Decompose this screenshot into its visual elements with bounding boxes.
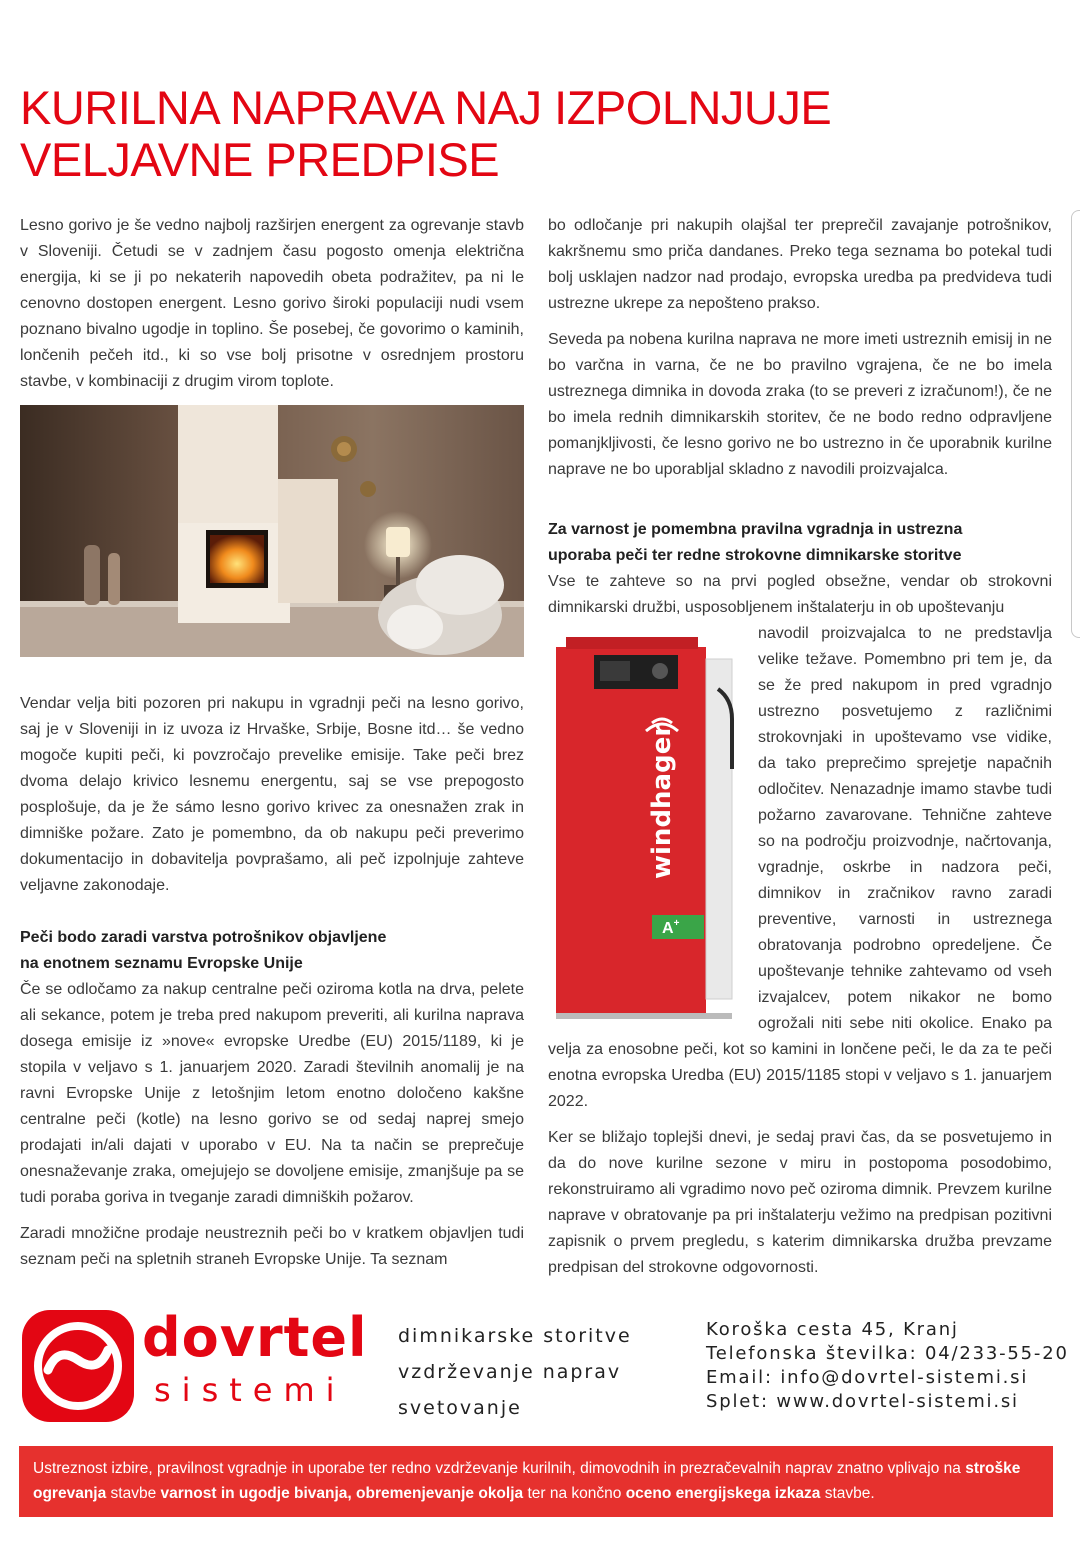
contact-info (706, 1318, 1069, 1414)
service-item: dimnikarske storitve (398, 1325, 632, 1347)
energy-class: A+ (662, 918, 680, 937)
article-title (20, 82, 831, 186)
paragraph: Lesno gorivo je še vedno najbolj razširjen energent za ogrevanje stavb v Sloveniji. Četudi se v zadnjem času pogosto omenja električna energija, ki se ji po nekaterih napovedih obeta podražitev, pa ni le cenovno dostopen energent. Lesno gorivo široki populaciji nudi vsem poznano bivalno ugodje in toplino. Še posebej, če govorimo o kaminih, lončenih pečeh itd., ki so vse bolj prisotne v osrednjem prostoru stavbe, v kombinaciji z drugim virom toplote. (20, 217, 524, 390)
fireplace-photo (20, 405, 524, 657)
paragraph: Vse te zahteve so na prvi pogled obsežne, vendar ob strokovni dimnikarski družbi, usposobljenem inštalaterju in ob upoštevanju (548, 573, 1052, 616)
address: Koroška cesta 45, Kranj (706, 1319, 959, 1340)
title-line-2: VELJAVNE PREDPISE (20, 133, 500, 186)
right-column (548, 213, 1052, 1291)
services-list (398, 1318, 632, 1426)
service-item: vzdrževanje naprav (398, 1361, 622, 1383)
footer-banner: Ustreznost izbire, pravilnost vgradnje in uporabe ter redno vzdrževanje kurilnih, dimovodnih in prezračevalnih naprav znatno vplivajo na stroške ogrevanja stavbe varnost in ugodje bivanja, obremenjevanje okolja ter na končno oceno energijskega izkaza stavbe. (19, 1446, 1053, 1517)
phone: Telefonska številka: 04/233-55-20 (706, 1343, 1069, 1364)
section-heading: Peči bodo zaradi varstva potrošnikov objavljene na enotnem seznamu Evropske Unije (20, 929, 387, 972)
title-line-1: KURILNA NAPRAVA NAJ IZPOLNJUJE (20, 81, 832, 134)
brand-subtitle: sistemi (154, 1371, 346, 1409)
scroll-indicator[interactable] (1071, 210, 1080, 638)
paragraph: Če se odločamo za nakup centralne peči oziroma kotla na drva, pelete ali sekance, potem je treba pred nakupom preveriti, ali kurilna naprava dosega emisije iz »nove« evropske Uredbe (EU) 2015/1189, ki je stopila v veljavo s 1. januarjem 2020. Zaradi številnih anomalij je na ravni Evropske Unije z letošnjim letom enotno določeno kakšne centralne peči (kotle) na lesno gorivo se od sedaj naprej smejo prodajati in/ali dajati v uporabo v EU. Na ta način se preprečuje onesnaževanje zraka, omejujejo se dovoljene emisije, zmanjšuje pa se tudi poraba goriva in tveganje zaradi dimniških požarov. (20, 981, 524, 1206)
paragraph: Zaradi množične prodaje neustreznih peči bo v kratkem objavljen tudi seznam peči na spletnih straneh Evropske Unije. Ta seznam (20, 1225, 524, 1268)
left-column (20, 213, 524, 1283)
brand-name: dovrtel (142, 1306, 368, 1369)
section-heading: Za varnost je pomembna pravilna vgradnja in ustrezna uporaba peči ter redne strokovne dimnikarske storitve (548, 521, 963, 564)
boiler-brand: windhager (647, 723, 677, 879)
paragraph: Vendar velja biti pozoren pri nakupu in vgradnji peči na lesno gorivo, saj je v Sloveniji in iz uvoza iz Hrvaške, Srbije, Bosne itd… še vedno mogoče kupiti peči, ki povzročajo prevelike emisije. Take peči brez dvoma delajo krivico lesnemu energentu, saj se vse prepogosto posplošuje, da je že sámo lesno gorivo krivec za onesnažen zrak in dimniške požare. Zato je pomembno, da ob nakupu peči preverimo dokumentacijo in dobavitelja povprašamo, ali peč izpolnjuje zahteve veljavne zakonodaje. (20, 695, 524, 894)
paragraph: bo odločanje pri nakupih olajšal ter preprečil zavajanje potrošnikov, kakršnemu smo priča dandanes. Preko tega seznama bo potekal tudi bolj usklajen nadzor nad prodajo, evropska uredba pa predvideva tudi ustrezne ukrepe za nepošteno prakso. (548, 217, 1052, 312)
dovrtel-logo-icon (20, 1308, 136, 1424)
service-item: svetovanje (398, 1397, 522, 1419)
paragraph: Ker se bližajo toplejši dnevi, je sedaj pravi čas, da se posvetujemo in da do nove kurilne sezone v miru in postopoma posodobimo, rekonstruiramo ali vgradimo novo peč oziroma dimnik. Prevzem kurilne naprave v obratovanje pa pri inštalaterju vežimo na predpisan pozitivni zapisnik o prvem pregledu, s katerim dimnikarska družba prevzame predpisan del strokovne odgovornosti. (548, 1129, 1052, 1276)
website-link[interactable]: Splet: www.dovrtel-sistemi.si (706, 1391, 1019, 1412)
paragraph: windhager A+ navodil proizvajalca to ne predstavlja velike težave. Pomembno pri tem je, da se že pred nakupom in pred vgradnjo ustrezno posvetujemo z različnimi strokovnjaki in upoštevamo vse vidike, da tako preprečimo sprejetje napačnih odločitev. Nenazadnje imamo stavbe tudi požarno zavarovane. Tehnične zahteve so na področju proizvodnje, načrtovanja, vgradnje, oskrbe in nadzora peči, dimnikov in zračnikov ravno zaradi preventive, varnosti in ustreznega obratovanja podrobno opredeljene. Če upoštevanje tehnike zahtevamo od vseh izvajalcev, potem nikakor ne bomo ogrožali niti sebe niti okolice. Enako pa velja za enosobne peči, kot so kamini in lončene peči, le da za te peči enotna evropska Uredba (EU) 2015/1185 stopi v veljavo s 1. januarjem 2022. (548, 625, 1052, 1110)
boiler-image (548, 629, 744, 1029)
paragraph: Seveda pa nobena kurilna naprava ne more imeti ustreznih emisij in ne bo varčna in varna, če ne bo pravilno vgrajena, če ne bo imela ustreznega dimnika in dovoda zraka (to se preveri z izračunom!), če ne bo imela rednih dimnikarskih storitev, če ne bodo redno odpravljene pomanjkljivosti, če lesno gorivo ne bo ustrezno in če uporabnik kurilne naprave ne bo uporabljal skladno z navodili proizvajalca. (548, 331, 1052, 478)
email-link[interactable]: Email: info@dovrtel-sistemi.si (706, 1367, 1029, 1388)
